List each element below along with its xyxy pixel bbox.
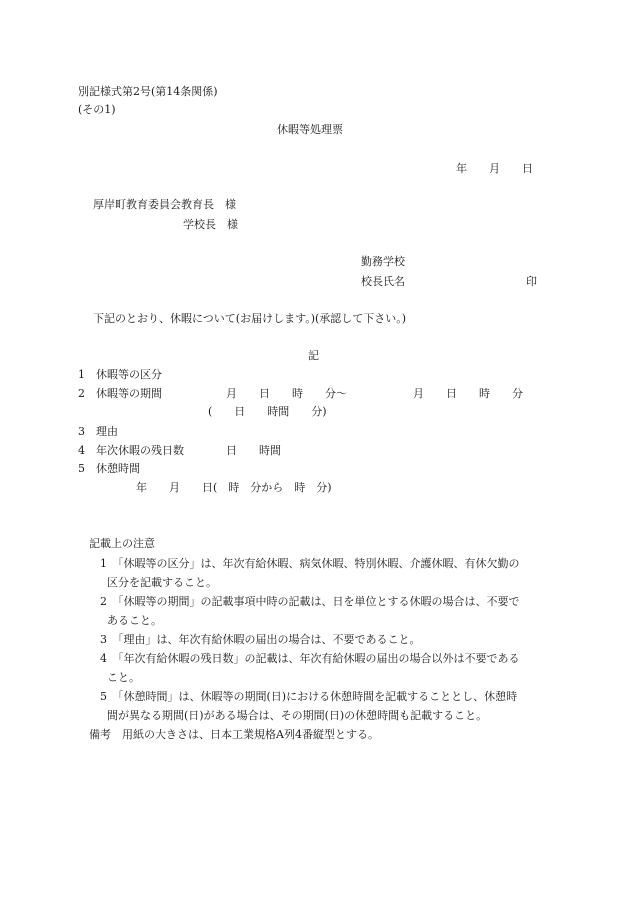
form-title: 休暇等処理票 [277, 123, 343, 136]
form-number: 別記様式第2号(第14条関係) [78, 85, 218, 98]
note-3: 3 「理由」は、年次有給休暇の届出の場合は、不要であること。 [100, 633, 421, 646]
seal-mark: 印 [526, 275, 537, 288]
note-5: 5 「休憩時間」は、休暇等の期間(日)における休憩時間を記載することとし、休憩時 [100, 690, 518, 703]
item-2-duration: ( 日 時間 分) [208, 405, 327, 418]
item-5-value: 年 月 日( 時 分から 時 分) [136, 481, 332, 494]
item-2-label: 2 休暇等の期間 [78, 387, 162, 400]
item-2-end: 月 日 時 分 [413, 387, 523, 400]
note-2-cont: あること。 [107, 614, 162, 627]
addressee-principal: 学校長 様 [183, 218, 238, 231]
sender-school: 勤務学校 [361, 255, 405, 268]
note-4: 4 「年次有給休暇の残日数」の記載は、年次有給休暇の届出の場合以外は不要である [100, 652, 520, 665]
notes-heading: 記載上の注意 [89, 537, 155, 550]
intro-text: 下記のとおり、休暇について(お届けします。)(承認して下さい。) [93, 312, 407, 325]
item-4-value: 日 時間 [226, 444, 281, 457]
note-1-cont: 区分を記載すること。 [107, 576, 217, 589]
item-3: 3 理由 [78, 425, 118, 438]
note-4-cont: こと。 [107, 671, 140, 684]
item-4-label: 4 年次休暇の残日数 [78, 444, 184, 457]
ki-heading: 記 [308, 349, 319, 362]
addressee-superintendent: 厚岸町教育委員会教育長 様 [93, 198, 236, 211]
note-1: 1 「休暇等の区分」は、年次有給休暇、病気休暇、特別休暇、介護休暇、有休欠勤の [100, 557, 520, 570]
note-2: 2 「休暇等の期間」の記載事項中時の記載は、日を単位とする休暇の場合は、不要で [100, 595, 520, 608]
note-5-cont: 間が異なる期間(日)がある場合は、その期間(日)の休憩時間も記載すること。 [107, 709, 488, 722]
item-5: 5 休憩時間 [78, 462, 140, 475]
form-subnumber: (その1) [78, 103, 116, 116]
item-1: 1 休暇等の区分 [78, 368, 162, 381]
sender-principal-name: 校長氏名 [361, 275, 405, 288]
remark: 備考 用紙の大きさは、日本工業規格A列4番縦型とする。 [89, 728, 379, 741]
item-2-start: 月 日 時 分〜 [226, 387, 347, 400]
date-line: 年 月 日 [456, 162, 533, 175]
